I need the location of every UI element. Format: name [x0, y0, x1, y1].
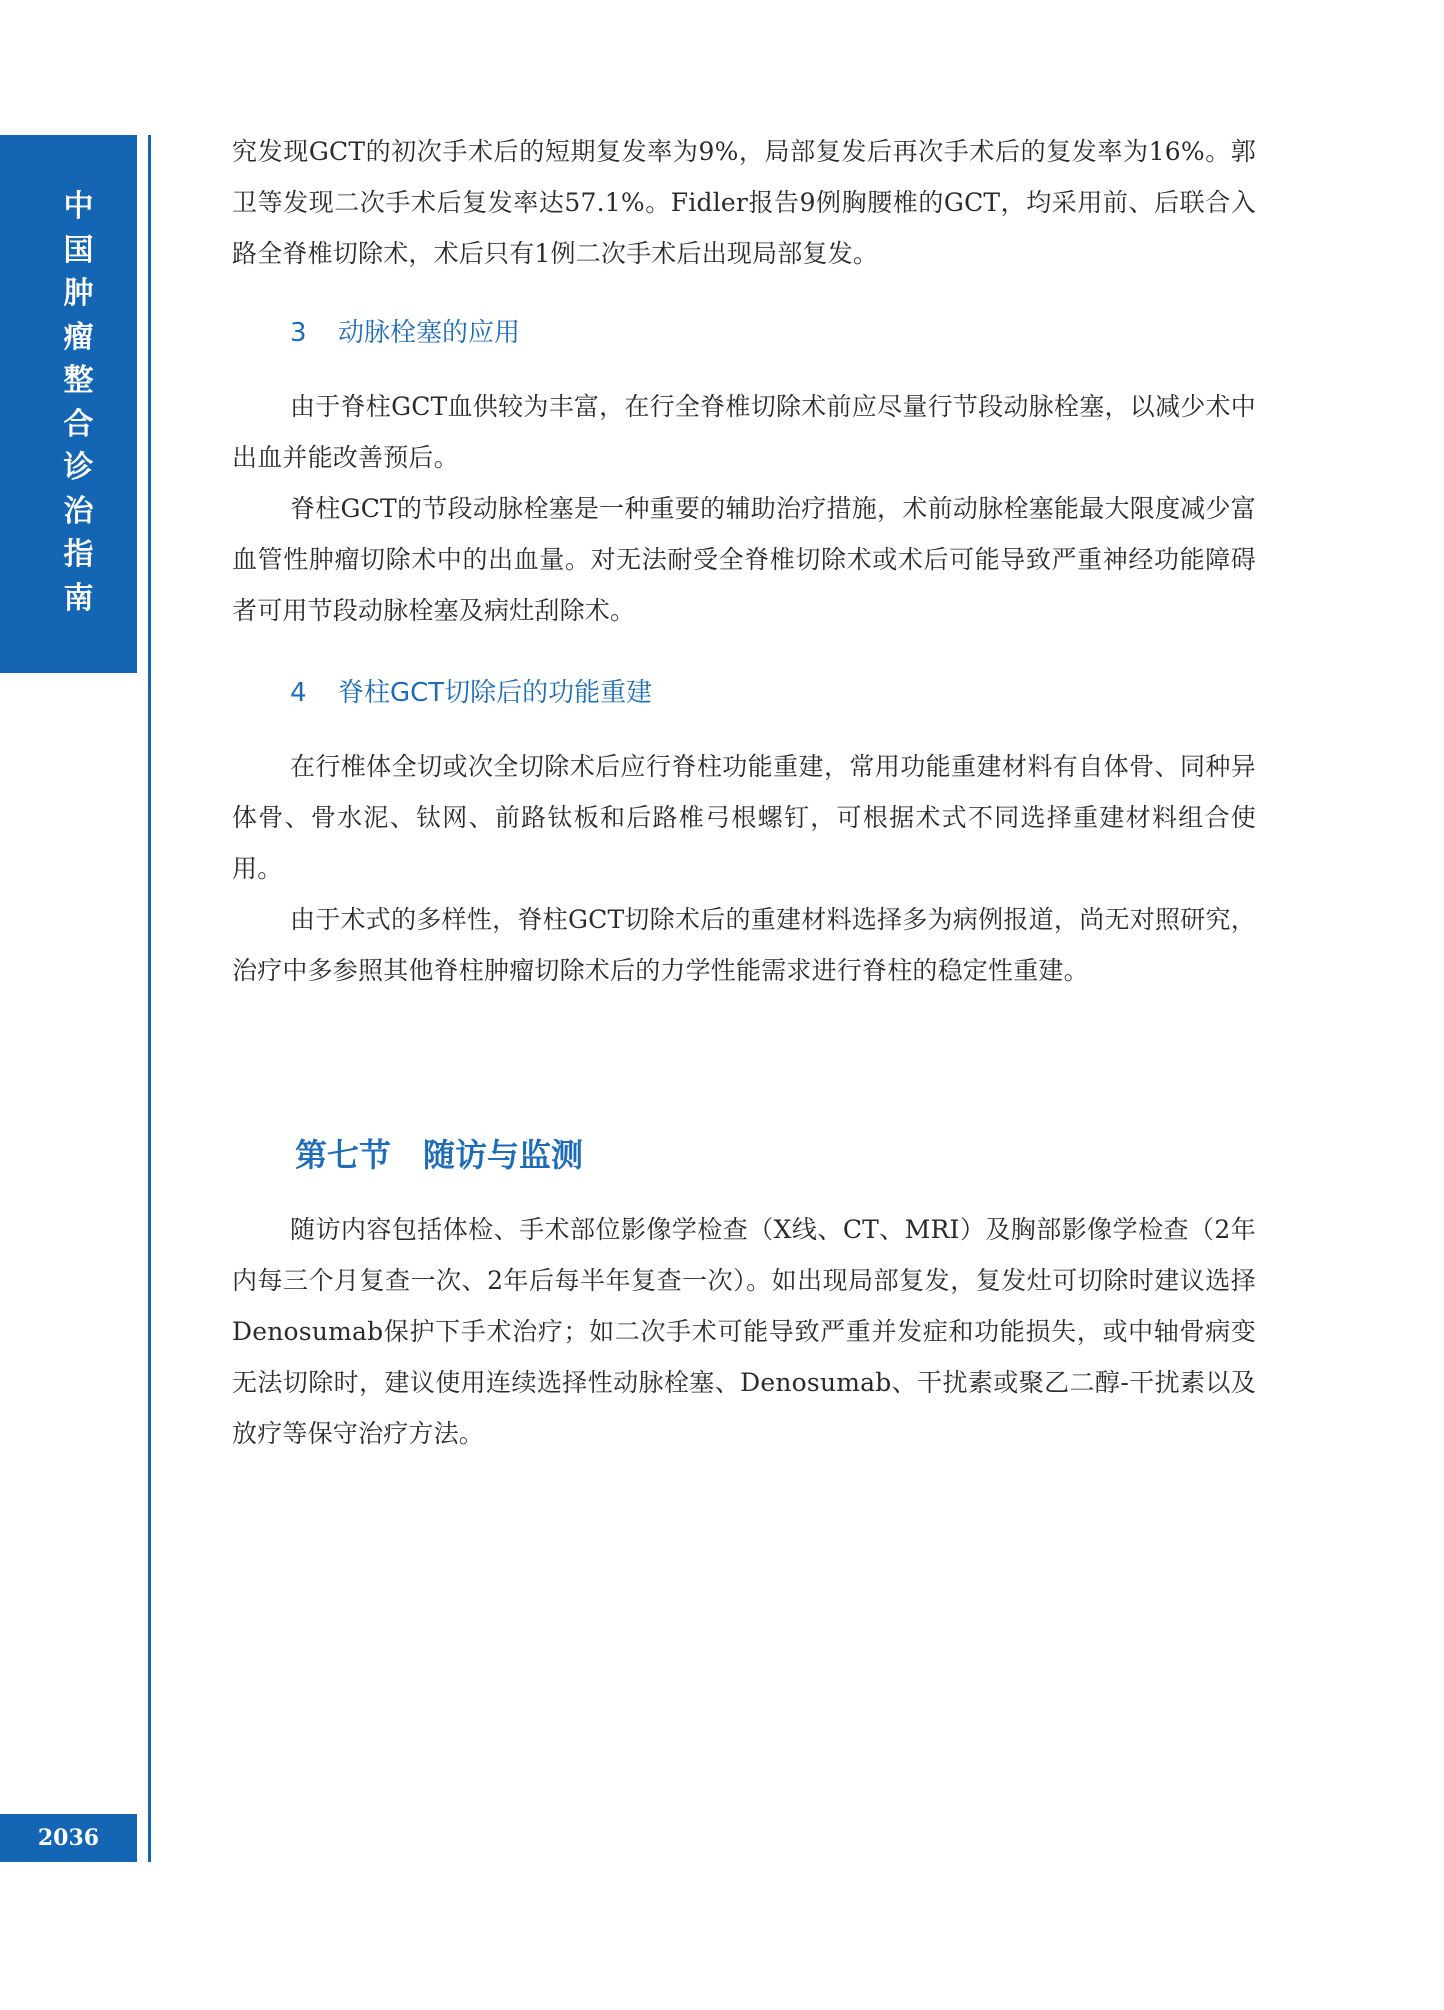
subheading-title: 脊柱GCT切除后的功能重建: [338, 678, 653, 708]
sidebar-char: 诊: [63, 450, 94, 485]
page-number: 2036: [0, 1814, 137, 1862]
sidebar-char: 中: [63, 189, 94, 224]
sidebar-char: 南: [63, 580, 94, 616]
sidebar-char: 肿: [63, 276, 94, 311]
paragraph: 由于术式的多样性，脊柱GCT切除术后的重建材料选择多为病例报道，尚无对照研究，治疗中多参照其他脊柱肿瘤切除术后的力学性能需求进行脊柱的稳定性重建。: [232, 905, 1256, 985]
sidebar-title-tab: [0, 135, 137, 673]
subheading-number: 4: [290, 678, 307, 708]
section-label: 第七节: [295, 1136, 392, 1174]
sidebar-char: 国: [63, 232, 94, 268]
section-4-body: [232, 741, 1256, 996]
paragraph: 由于脊柱GCT血供较为丰富，在行全脊椎切除术前应尽量行节段动脉栓塞，以减少术中出血并能改善预后。: [232, 392, 1256, 472]
paragraph: 随访内容包括体检、手术部位影像学检查（X线、CT、MRI）及胸部影像学检查（2年内每三个月复查一次、2年后每半年复查一次）。如出现局部复发，复发灶可切除时建议选择Denosumab保护下手术治疗；如二次手术可能导致严重并发症和功能损失，或中轴骨病变无法切除时，建议使用连续选择性动脉栓塞、Denosumab、干扰素或聚乙二醇-干扰素以及放疗等保守治疗方法。: [232, 1215, 1256, 1448]
paragraph-intro: [232, 126, 1256, 279]
subheading-4: [290, 672, 652, 709]
subheading-number: 3: [290, 318, 307, 348]
margin-rule: [148, 135, 151, 1862]
sidebar-char: 合: [63, 406, 94, 442]
sidebar-char: 指: [63, 537, 94, 572]
section-heading: [295, 1130, 583, 1176]
paragraph: 究发现GCT的初次手术后的短期复发率为9%，局部复发后再次手术后的复发率为16%。郭卫等发现二次手术后复发率达57.1%。Fidler报告9例胸腰椎的GCT，均采用前、后联合入路全脊椎切除术，术后只有1例二次手术后出现局部复发。: [232, 137, 1256, 268]
sidebar-char: 瘤: [63, 319, 94, 355]
section-7-body: [232, 1204, 1256, 1459]
section-3-body: [232, 381, 1256, 636]
sidebar-title: [0, 185, 157, 620]
subheading-title: 动脉栓塞的应用: [338, 318, 521, 348]
sidebar-char: 整: [63, 363, 94, 398]
section-title: 随访与监测: [423, 1136, 584, 1174]
sidebar-char: 治: [63, 493, 94, 529]
paragraph: 脊柱GCT的节段动脉栓塞是一种重要的辅助治疗措施，术前动脉栓塞能最大限度减少富血管性肿瘤切除术中的出血量。对无法耐受全脊椎切除术或术后可能导致严重神经功能障碍者可用节段动脉栓塞及病灶刮除术。: [232, 494, 1256, 625]
subheading-3: [290, 312, 520, 349]
paragraph: 在行椎体全切或次全切除术后应行脊柱功能重建，常用功能重建材料有自体骨、同种异体骨、骨水泥、钛网、前路钛板和后路椎弓根螺钉，可根据术式不同选择重建材料组合使用。: [232, 752, 1256, 883]
